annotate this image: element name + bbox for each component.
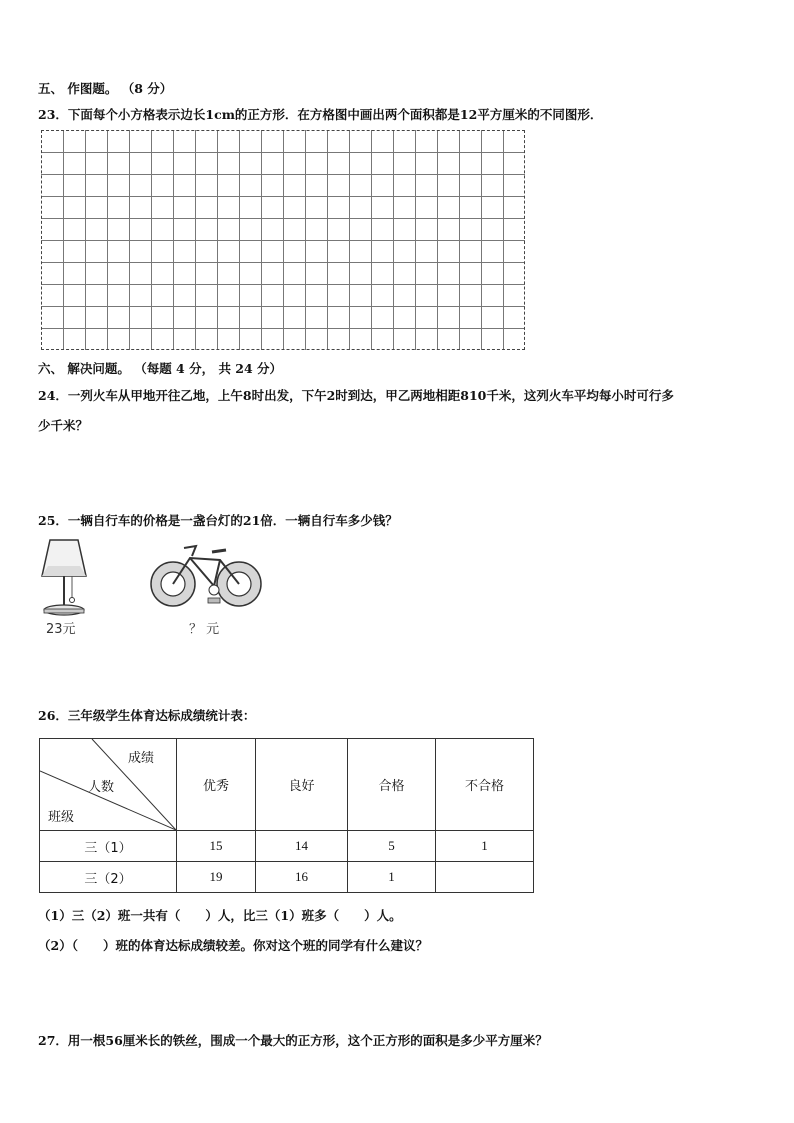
lamp-icon (34, 536, 94, 618)
question-23: 23．下面每个小方格表示边长1cm的正方形．在方格图中画出两个面积都是12平方厘米的不同图形． (38, 107, 603, 122)
question-24-line1: 24．一列火车从甲地开往乙地，上午8时出发，下午2时到达，甲乙两地相距810千米，这列火车平均每小时可行多 (38, 388, 674, 403)
question-26-sub2: （2）（ ）班的体育达标成绩较差。你对这个班的同学有什么建议？ (38, 938, 428, 953)
table-cell (436, 862, 534, 893)
section-5-header: 五、 作图题。 （8 分） (38, 81, 173, 96)
table-cell: 1 (436, 831, 534, 862)
table-cell: 1 (348, 862, 436, 893)
table-cell: 5 (348, 831, 436, 862)
question-27: 27．用一根56厘米长的铁丝，围成一个最大的正方形，这个正方形的面积是多少平方厘米？ (38, 1033, 548, 1048)
bicycle-price: ？ 元 (189, 622, 220, 637)
header-good: 良好 (256, 739, 348, 831)
row-class-label: 三（2） (40, 862, 177, 893)
header-pass: 合格 (348, 739, 436, 831)
table-cell: 14 (256, 831, 348, 862)
stats-table (39, 738, 534, 893)
question-25: 25．一辆自行车的价格是一盏台灯的21倍．一辆自行车多少钱？ (38, 513, 398, 528)
table-row (40, 831, 534, 862)
corner-label-count: 人数 (88, 780, 115, 795)
square-grid[interactable] (41, 130, 525, 350)
row-class-label: 三（1） (40, 831, 177, 862)
table-cell: 19 (177, 862, 256, 893)
section-6-header: 六、 解决问题。 （每题 4 分， 共 24 分） (38, 361, 283, 376)
table-row (40, 862, 534, 893)
table-cell: 15 (177, 831, 256, 862)
question-26-sub1: （1）三（2）班一共有（ ）人，比三（1）班多（ ）人。 (38, 908, 402, 923)
bicycle-icon (148, 540, 264, 612)
table-cell: 16 (256, 862, 348, 893)
table-corner-cell (40, 739, 177, 831)
header-fail: 不合格 (436, 739, 534, 831)
header-excellent: 优秀 (177, 739, 256, 831)
question-26: 26．三年级学生体育达标成绩统计表： (38, 708, 256, 723)
question-24-line2: 少千米？ (38, 418, 89, 433)
corner-label-score: 成绩 (128, 751, 155, 766)
lamp-price: 23元 (46, 622, 76, 637)
table-header-row (40, 739, 534, 831)
corner-label-class: 班级 (48, 810, 75, 825)
